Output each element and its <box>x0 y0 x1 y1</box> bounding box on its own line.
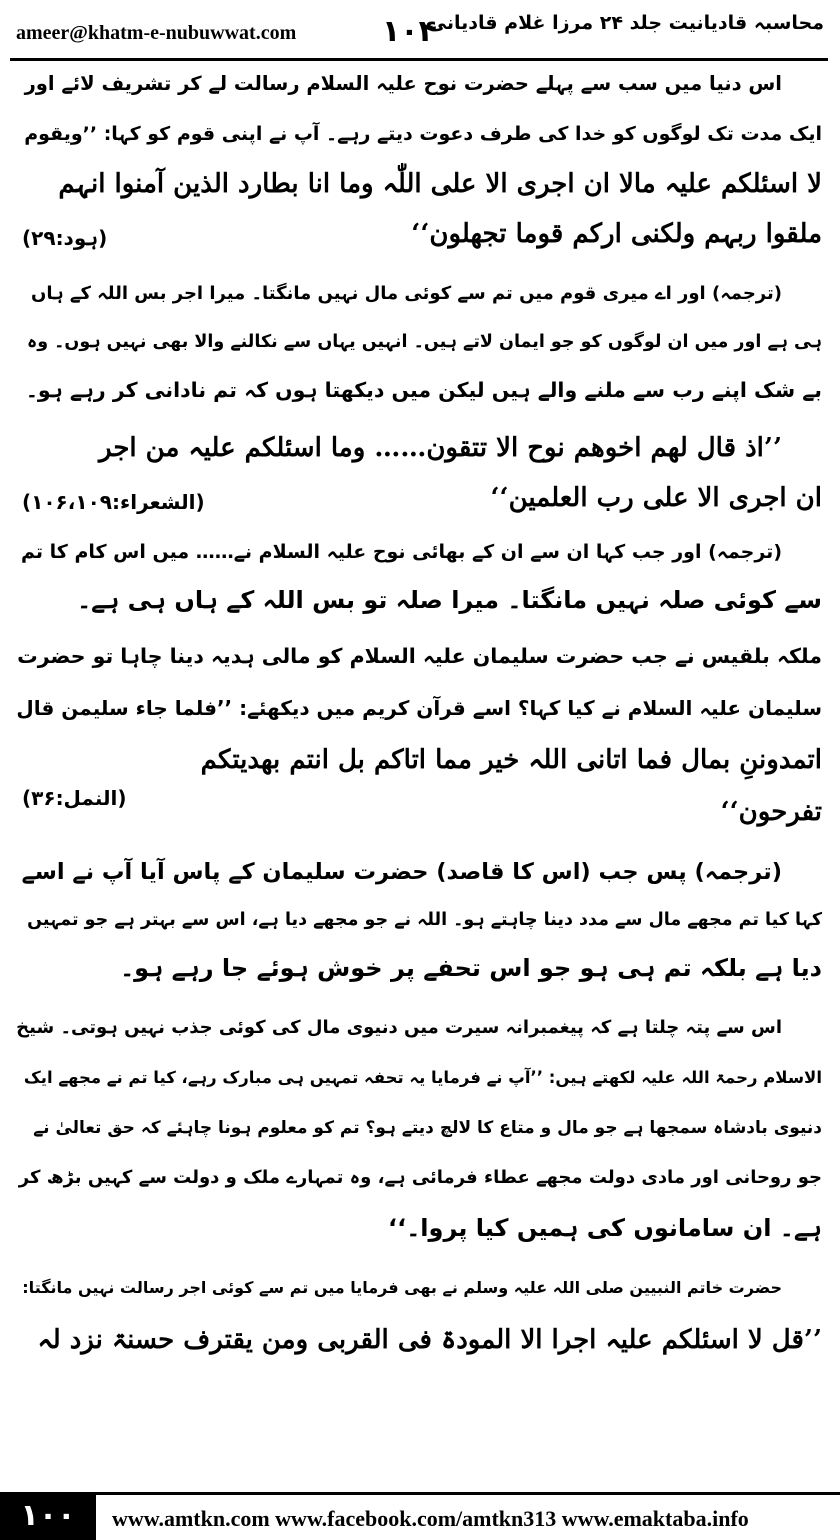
header-book-title: محاسبہ قادیانیت جلد ۲۴ مرزا غلام قادیانی <box>427 12 824 34</box>
page-body <box>16 66 822 1466</box>
text-line: الاسلام رحمۃ اللہ علیہ لکھتے ہیں: ’’آپ نے فرمایا یہ تحفہ تمہیں ہی مبارک رہے، کیا تم نے مجھے ایک <box>23 1068 822 1087</box>
header-page-number: ۱۰۴ <box>382 14 437 49</box>
reference-naml: (النمل:۳۶) <box>22 786 127 810</box>
quran-line: لا اسئلکم علیہ مالا ان اجری الا علی اللّٰہ وما انا بطارد الذین آمنوا انہم <box>58 169 822 199</box>
text-line: ہی ہے اور میں ان لوگوں کو جو ایمان لاتے ہیں۔ انہیں یہاں سے نکالنے والا بھی نہیں ہوں۔ وہ <box>26 332 822 352</box>
translation-line: (ترجمہ) اور اے میری قوم میں تم سے کوئی مال نہیں مانگتا۔ میرا اجر بس اللہ کے ہاں <box>30 283 782 304</box>
translation-line: (ترجمہ) پس جب (اس کا قاصد) حضرت سلیمان کے پاس آیا آپ نے اسے <box>21 859 782 885</box>
text-line: ایک مدت تک لوگوں کو خدا کی طرف دعوت دیتے رہے۔ آپ نے اپنی قوم کو کہا: ’’ویقوم <box>24 123 822 145</box>
header-divider <box>10 58 828 61</box>
quran-line: اتمدوننِ بمال فما اتانی اللہ خیر مما اتاکم بل انتم بھدیتکم <box>200 745 822 775</box>
translation-line: (ترجمہ) اور جب کہا ان سے ان کے بھائی نوح علیہ السلام نے…… میں اس کام کا تم <box>21 541 782 563</box>
footer-links: www.amtkn.com www.facebook.com/amtkn313 www.emaktaba.info <box>112 1506 749 1531</box>
footer-page-number: ۱۰۰ <box>0 1492 96 1540</box>
text-line: کہا کیا تم مجھے مال سے مدد دینا چاہتے ہو۔ اللہ نے جو مجھے دیا ہے، اس سے بہتر ہے جو تمہیں <box>27 910 822 930</box>
header-email: ameer@khatm-e-nubuwwat.com <box>16 22 297 44</box>
quran-line: ’’قل لا اسئلکم علیہ اجرا الا المودۃ فی القربی ومن یقترف حسنۃ نزد لہ <box>37 1325 822 1355</box>
text-line: سلیمان علیہ السلام نے کیا کہا؟ اسے قرآن کریم میں دیکھئے: ’’فلما جاء سلیمن قال <box>16 696 822 720</box>
page-header <box>10 8 830 54</box>
reference-hud: (ہود:۲۹) <box>22 226 108 250</box>
text-line: ہے۔ ان سامانوں کی ہمیں کیا پروا۔‘‘ <box>388 1214 822 1242</box>
text-line: دنیوی بادشاہ سمجھا ہے جو مال و متاع کا لالچ دیتے ہو؟ تم کو معلوم ہونا چاہئے کہ حق تعالیٰ نے <box>33 1118 822 1138</box>
quran-line: ’’اذ قال لھم اخوھم نوح الا تتقون…… وما اسئلکم علیہ من اجر <box>98 433 782 463</box>
footer-divider <box>96 1492 840 1495</box>
text-line: اس سے پتہ چلتا ہے کہ پیغمبرانہ سیرت میں دنیوی مال کی کوئی جذب نہیں ہوتی۔ شیخ <box>16 1017 782 1038</box>
quran-line: ان اجری الا علی رب العلمین‘‘ <box>490 483 822 513</box>
text-line: حضرت خاتم النبیین صلی اللہ علیہ وسلم نے بھی فرمایا میں تم سے کوئی اجر رسالت نہیں مانگتا: <box>22 1278 782 1297</box>
text-line: سے کوئی صلہ نہیں مانگتا۔ میرا صلہ تو بس اللہ کے ہاں ہی ہے۔ <box>77 586 822 614</box>
text-line: ملکہ بلقیس نے جب حضرت سلیمان علیہ السلام کو مالی ہدیہ دینا چاہا تو حضرت <box>17 644 822 668</box>
quran-line: ملقوا ربہم ولکنی ارکم قوما تجھلون‘‘ <box>411 219 822 249</box>
text-line: دیا ہے بلکہ تم ہی ہو جو اس تحفے پر خوش ہوئے جا رہے ہو۔ <box>120 954 822 982</box>
text-line: بے شک اپنے رب سے ملنے والے ہیں لیکن میں دیکھتا ہوں کہ تم نادانی کر رہے ہو۔ <box>25 378 822 402</box>
text-line: جو روحانی اور مادی دولت مجھے عطاء فرمائی ہے، وہ تمہارے ملک و دولت سے کہیں بڑھ کر <box>18 1167 822 1188</box>
quran-line: تفرحون‘‘ <box>720 797 822 827</box>
text-line: اس دنیا میں سب سے پہلے حضرت نوح علیہ السلام رسالت لے کر تشریف لائے اور <box>24 72 782 95</box>
page-footer <box>0 1492 840 1540</box>
reference-shuara: (الشعراء:۱۰۶،۱۰۹) <box>22 490 205 514</box>
